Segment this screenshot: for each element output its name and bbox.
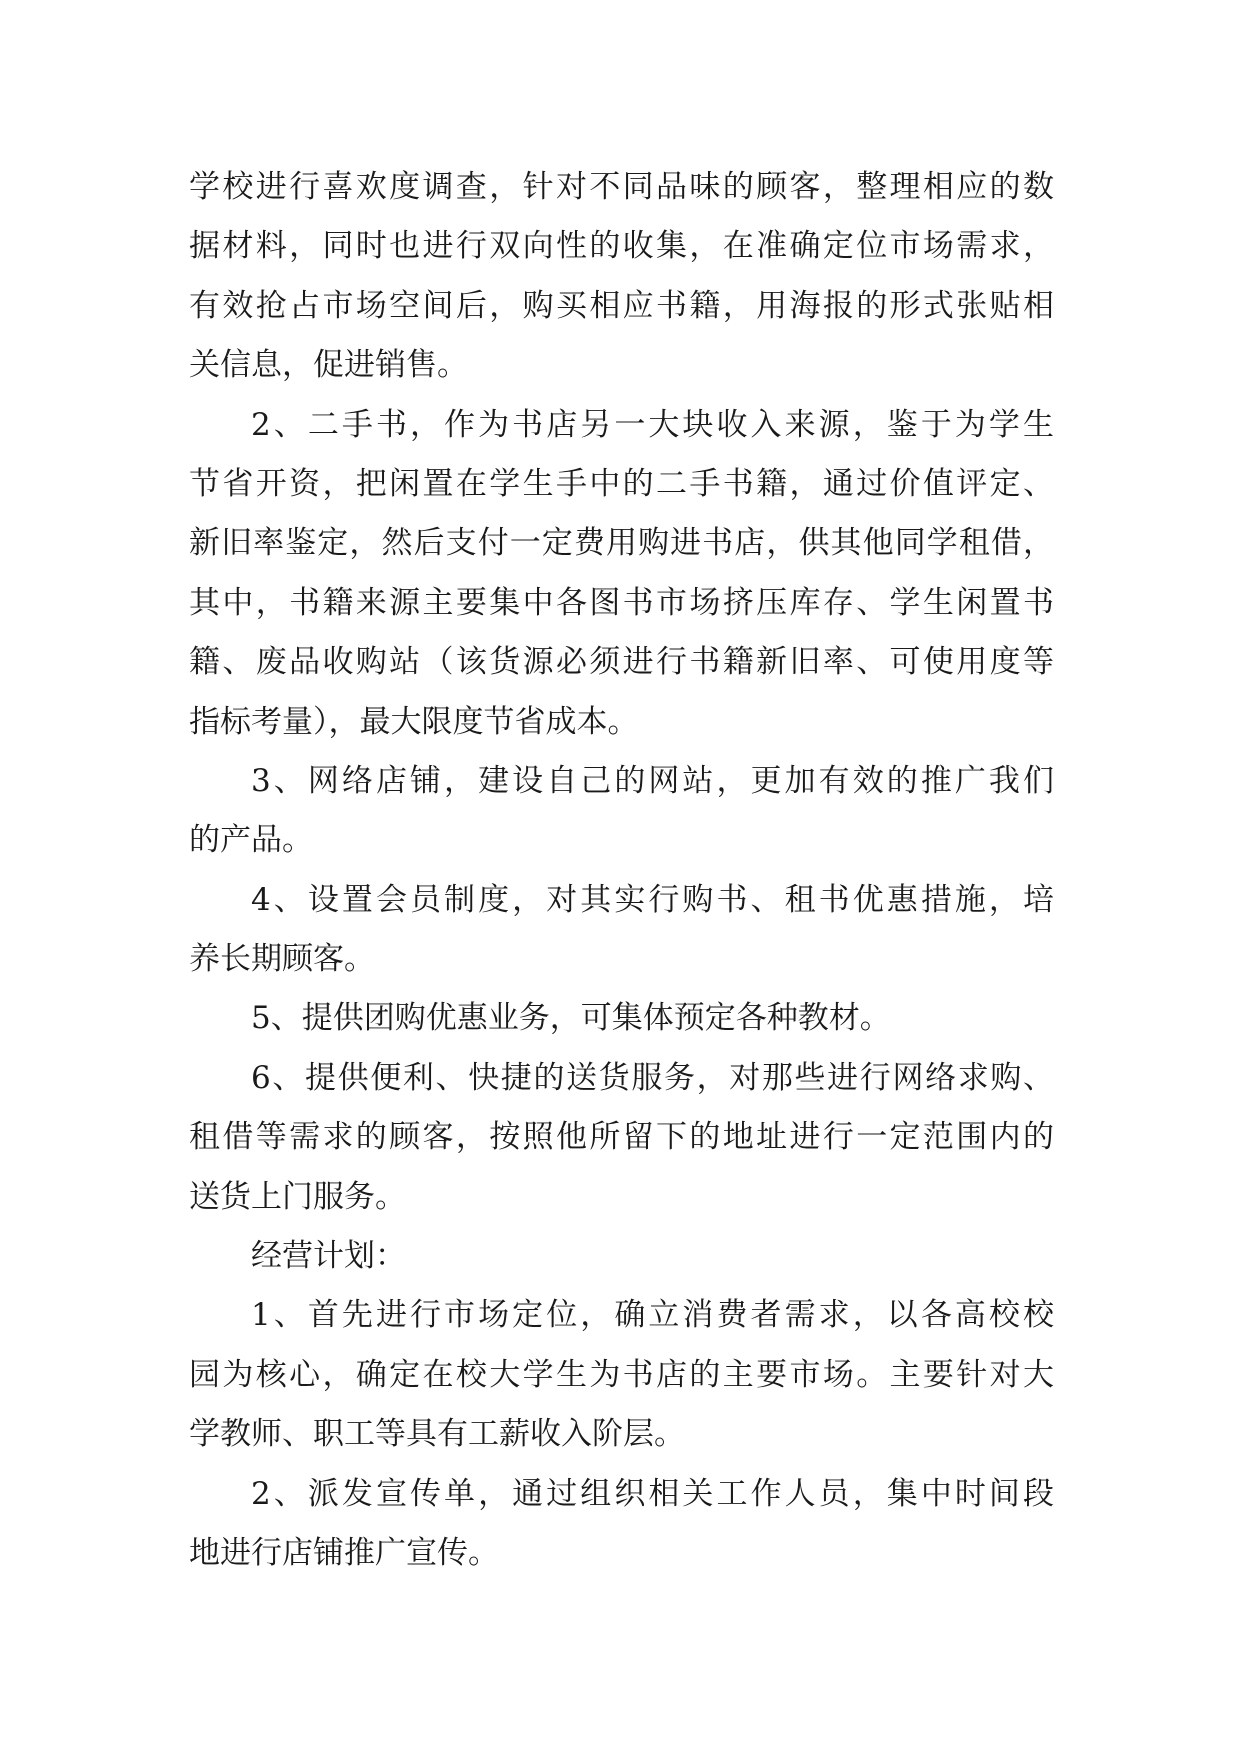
section-heading: 经营计划： (251, 1238, 406, 1275)
text-line: 籍、废品收购站（该货源必须进行书籍新旧率、可使用度等 (189, 644, 1054, 681)
text-line: 6、提供便利、快捷的送货服务，对那些进行网络求购、 (251, 1059, 1054, 1096)
text-line: 据材料，同时也进行双向性的收集，在准确定位市场需求， (189, 228, 1054, 265)
text-line: 2、派发宣传单，通过组织相关工作人员，集中时间段 (251, 1475, 1054, 1512)
text-line: 1、首先进行市场定位，确立消费者需求，以各高校校 (251, 1297, 1054, 1334)
document-body (189, 158, 1054, 1583)
text-line: 指标考量），最大限度节省成本。 (189, 703, 639, 740)
text-line: 地进行店铺推广宣传。 (189, 1534, 499, 1571)
text-line: 其中，书籍来源主要集中各图书市场挤压库存、学生闲置书 (189, 584, 1054, 621)
text-line: 新旧率鉴定，然后支付一定费用购进书店，供其他同学租借， (189, 525, 1054, 562)
text-line: 的产品。 (189, 822, 313, 859)
text-line: 送货上门服务。 (189, 1178, 406, 1215)
text-line: 养长期顾客。 (189, 941, 375, 978)
text-line: 2、二手书，作为书店另一大块收入来源，鉴于为学生 (251, 406, 1054, 443)
text-line: 学教师、职工等具有工薪收入阶层。 (189, 1416, 685, 1453)
text-line: 园为核心，确定在校大学生为书店的主要市场。主要针对大 (189, 1356, 1054, 1393)
text-line: 节省开资，把闲置在学生手中的二手书籍，通过价值评定、 (189, 465, 1054, 502)
text-line: 3、网络店铺，建设自己的网站，更加有效的推广我们 (251, 762, 1054, 799)
text-line: 租借等需求的顾客，按照他所留下的地址进行一定范围内的 (189, 1119, 1054, 1156)
text-line: 关信息，促进销售。 (189, 347, 468, 384)
text-line: 有效抢占市场空间后，购买相应书籍，用海报的形式张贴相 (189, 287, 1054, 324)
text-line: 5、提供团购优惠业务，可集体预定各种教材。 (251, 1000, 891, 1037)
text-line: 4、设置会员制度，对其实行购书、租书优惠措施，培 (251, 881, 1054, 918)
text-line: 学校进行喜欢度调查，针对不同品味的顾客，整理相应的数 (189, 169, 1054, 205)
